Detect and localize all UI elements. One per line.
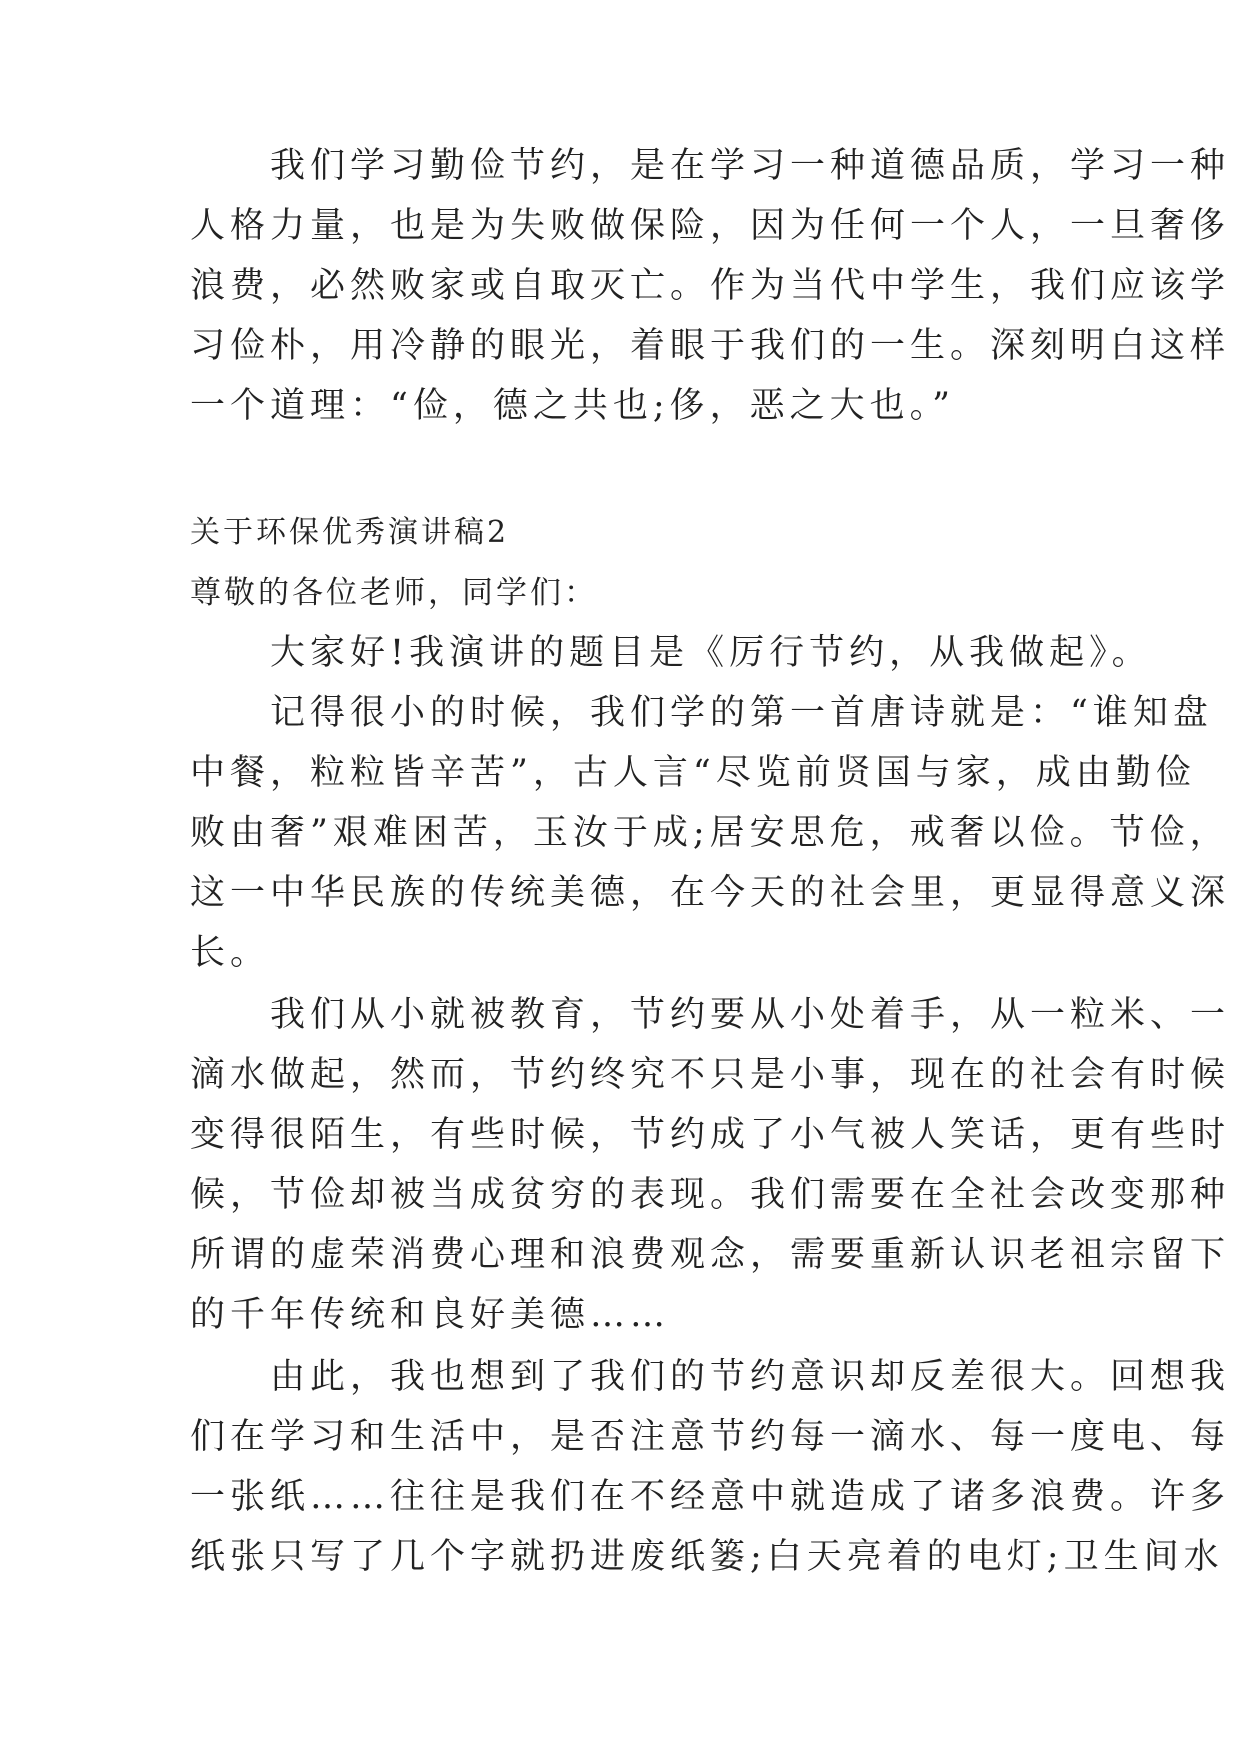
text-line: 一个道理：“俭，德之共也;侈，恶之大也。” [190,386,956,426]
text-line: 败由奢”艰难困苦，玉汝于成;居安思危，戒奢以俭。节俭， [190,813,1230,853]
text-line: 记得很小的时候，我们学的第一首唐诗就是：“谁知盘 [190,693,1213,733]
text-line: 变得很陌生，有些时候，节约成了小气被人笑话，更有些时 [190,1115,1231,1155]
text-line: 习俭朴，用冷静的眼光，着眼于我们的一生。深刻明白这样 [190,326,1231,366]
text-line: 人格力量，也是为失败做保险，因为任何一个人，一旦奢侈 [190,206,1231,246]
section-heading: 关于环保优秀演讲稿2 [190,515,510,550]
text-line: 们在学习和生活中，是否注意节约每一滴水、每一度电、每 [190,1417,1231,1457]
text-line: 我们学习勤俭节约，是在学习一种道德品质，学习一种 [190,146,1231,186]
text-line: 中餐，粒粒皆辛苦”，古人言“尽览前贤国与家，成由勤俭 [190,753,1196,793]
text-line: 由此，我也想到了我们的节约意识却反差很大。回想我 [190,1357,1231,1397]
text-line: 滴水做起，然而，节约终究不只是小事，现在的社会有时候 [190,1055,1231,1095]
salutation: 尊敬的各位老师，同学们： [190,575,598,611]
text-line: 长。 [190,933,271,973]
text-line: 浪费，必然败家或自取灭亡。作为当代中学生，我们应该学 [190,266,1231,306]
text-line: 的千年传统和良好美德…… [190,1295,671,1335]
text-line: 这一中华民族的传统美德，在今天的社会里，更显得意义深 [190,873,1231,913]
text-line: 一张纸……往往是我们在不经意中就造成了诸多浪费。许多 [190,1477,1231,1517]
text-line: 我们从小就被教育，节约要从小处着手，从一粒米、一 [190,995,1231,1035]
text-line: 大家好!我演讲的题目是《厉行节约，从我做起》。 [190,633,1152,673]
text-line: 纸张只写了几个字就扔进废纸篓;白天亮着的电灯;卫生间水 [190,1537,1224,1577]
text-line: 所谓的虚荣消费心理和浪费观念，需要重新认识老祖宗留下 [190,1235,1231,1275]
text-line: 候，节俭却被当成贫穷的表现。我们需要在全社会改变那种 [190,1175,1231,1215]
